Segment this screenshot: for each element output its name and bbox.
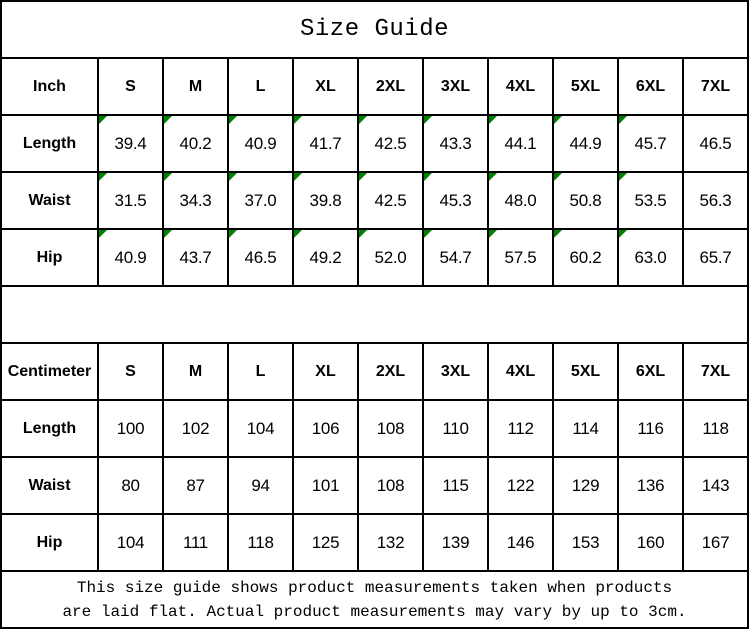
cm-hip-value: 111 [164,515,227,570]
cm-length-value: 118 [684,401,747,456]
cm-size-header-5xl: 5XL [554,344,617,399]
cm-size-header-2xl: 2XL [359,344,422,399]
green-corner-flag-icon [489,230,497,238]
inch-size-header-7xl: 7XL [684,59,747,114]
cm-length-value: 106 [294,401,357,456]
inch-waist-value [619,173,682,228]
spacer-row [2,287,747,342]
inch-waist-value [684,173,747,228]
inch-length-value [99,116,162,171]
inch-waist-value [294,173,357,228]
inch-size-header-6xl: 6XL [619,59,682,114]
green-corner-flag-icon [554,173,562,181]
cell-value: 42.5 [374,190,407,210]
green-corner-flag-icon [359,173,367,181]
cm-waist-value: 136 [619,458,682,513]
inch-hip-value [359,230,422,285]
cm-hip-value: 160 [619,515,682,570]
inch-hip-value [99,230,162,285]
cm-size-header-6xl: 6XL [619,344,682,399]
cm-size-header-l: L [229,344,292,399]
cm-size-header-4xl: 4XL [489,344,552,399]
inch-length-value [359,116,422,171]
cm-unit-label: Centimeter [2,344,97,399]
inch-length-value [619,116,682,171]
inch-waist-value [229,173,292,228]
inch-waist-value [164,173,227,228]
inch-row-label-length: Length [2,116,97,171]
cell-value: 39.8 [309,190,342,210]
cm-size-header-s: S [99,344,162,399]
inch-unit-label: Inch [2,59,97,114]
cm-waist-value: 94 [229,458,292,513]
cell-value: 53.5 [634,190,667,210]
cell-value: 49.2 [309,247,342,267]
cell-value: 39.4 [114,133,147,153]
inch-size-header-xl: XL [294,59,357,114]
inch-length-value [164,116,227,171]
green-corner-flag-icon [164,173,172,181]
cm-waist-value: 115 [424,458,487,513]
cell-value: 42.5 [374,133,407,153]
cm-row-label-length: Length [2,401,97,456]
cm-length-value: 102 [164,401,227,456]
cell-value: 34.3 [179,190,212,210]
green-corner-flag-icon [619,230,627,238]
green-corner-flag-icon [424,173,432,181]
green-corner-flag-icon [554,230,562,238]
cm-length-value: 114 [554,401,617,456]
inch-size-header-5xl: 5XL [554,59,617,114]
green-corner-flag-icon [424,230,432,238]
cm-length-value: 116 [619,401,682,456]
cell-value: 57.5 [504,247,537,267]
inch-hip-value [424,230,487,285]
cm-row-label-waist: Waist [2,458,97,513]
cm-waist-value: 122 [489,458,552,513]
cell-value: 46.5 [699,133,732,153]
green-corner-flag-icon [489,116,497,124]
green-corner-flag-icon [99,230,107,238]
cm-length-value: 110 [424,401,487,456]
inch-length-value [684,116,747,171]
cell-value: 37.0 [244,190,277,210]
inch-hip-value [684,230,747,285]
green-corner-flag-icon [99,116,107,124]
inch-length-value [229,116,292,171]
inch-length-value [294,116,357,171]
cell-value: 60.2 [569,247,602,267]
green-corner-flag-icon [294,116,302,124]
inch-waist-value [554,173,617,228]
cm-hip-value: 104 [99,515,162,570]
cm-hip-value: 139 [424,515,487,570]
inch-hip-value [294,230,357,285]
green-corner-flag-icon [554,116,562,124]
cell-value: 43.3 [439,133,472,153]
cm-waist-value: 87 [164,458,227,513]
inch-waist-value [359,173,422,228]
green-corner-flag-icon [294,230,302,238]
cm-length-value: 104 [229,401,292,456]
green-corner-flag-icon [164,116,172,124]
cell-value: 50.8 [569,190,602,210]
cm-hip-value: 167 [684,515,747,570]
cell-value: 40.2 [179,133,212,153]
inch-length-value [424,116,487,171]
cell-value: 45.7 [634,133,667,153]
green-corner-flag-icon [164,230,172,238]
inch-waist-value [424,173,487,228]
cm-waist-value: 108 [359,458,422,513]
green-corner-flag-icon [229,230,237,238]
cm-waist-value: 80 [99,458,162,513]
inch-hip-value [229,230,292,285]
cell-value: 63.0 [634,247,667,267]
inch-size-header-4xl: 4XL [489,59,552,114]
green-corner-flag-icon [489,173,497,181]
inch-size-header-2xl: 2XL [359,59,422,114]
inch-waist-value [489,173,552,228]
inch-hip-value [554,230,617,285]
footer-note-line1: This size guide shows product measurements taken when products [76,578,673,597]
cell-value: 40.9 [244,133,277,153]
inch-size-header-s: S [99,59,162,114]
cm-hip-value: 118 [229,515,292,570]
cm-hip-value: 146 [489,515,552,570]
inch-row-label-hip: Hip [2,230,97,285]
cm-size-header-xl: XL [294,344,357,399]
cell-value: 54.7 [439,247,472,267]
inch-hip-value [164,230,227,285]
green-corner-flag-icon [424,116,432,124]
cm-hip-value: 125 [294,515,357,570]
cm-length-value: 108 [359,401,422,456]
green-corner-flag-icon [619,116,627,124]
inch-size-header-3xl: 3XL [424,59,487,114]
page-title: Size Guide [2,2,747,57]
green-corner-flag-icon [229,173,237,181]
green-corner-flag-icon [619,173,627,181]
inch-length-value [554,116,617,171]
cm-size-header-m: M [164,344,227,399]
inch-hip-value [619,230,682,285]
green-corner-flag-icon [99,173,107,181]
cell-value: 41.7 [309,133,342,153]
cell-value: 45.3 [439,190,472,210]
cm-row-label-hip: Hip [2,515,97,570]
inch-waist-value [99,173,162,228]
cm-waist-value: 101 [294,458,357,513]
cm-length-value: 100 [99,401,162,456]
cm-size-header-3xl: 3XL [424,344,487,399]
cm-size-header-7xl: 7XL [684,344,747,399]
footer-note [2,572,747,627]
cm-length-value: 112 [489,401,552,456]
cell-value: 44.9 [569,133,602,153]
cell-value: 65.7 [699,247,732,267]
inch-hip-value [489,230,552,285]
green-corner-flag-icon [359,116,367,124]
cell-value: 43.7 [179,247,212,267]
green-corner-flag-icon [359,230,367,238]
green-corner-flag-icon [294,173,302,181]
inch-length-value [489,116,552,171]
cell-value: 31.5 [114,190,147,210]
cm-hip-value: 132 [359,515,422,570]
cm-waist-value: 143 [684,458,747,513]
inch-size-header-l: L [229,59,292,114]
cell-value: 44.1 [504,133,537,153]
inch-row-label-waist: Waist [2,173,97,228]
cm-hip-value: 153 [554,515,617,570]
cm-waist-value: 129 [554,458,617,513]
cell-value: 46.5 [244,247,277,267]
cell-value: 48.0 [504,190,537,210]
footer-note-line2: are laid flat. Actual product measurements may vary by up to 3cm. [62,602,687,621]
cell-value: 56.3 [699,190,732,210]
cell-value: 40.9 [114,247,147,267]
cell-value: 52.0 [374,247,407,267]
inch-size-header-m: M [164,59,227,114]
green-corner-flag-icon [229,116,237,124]
